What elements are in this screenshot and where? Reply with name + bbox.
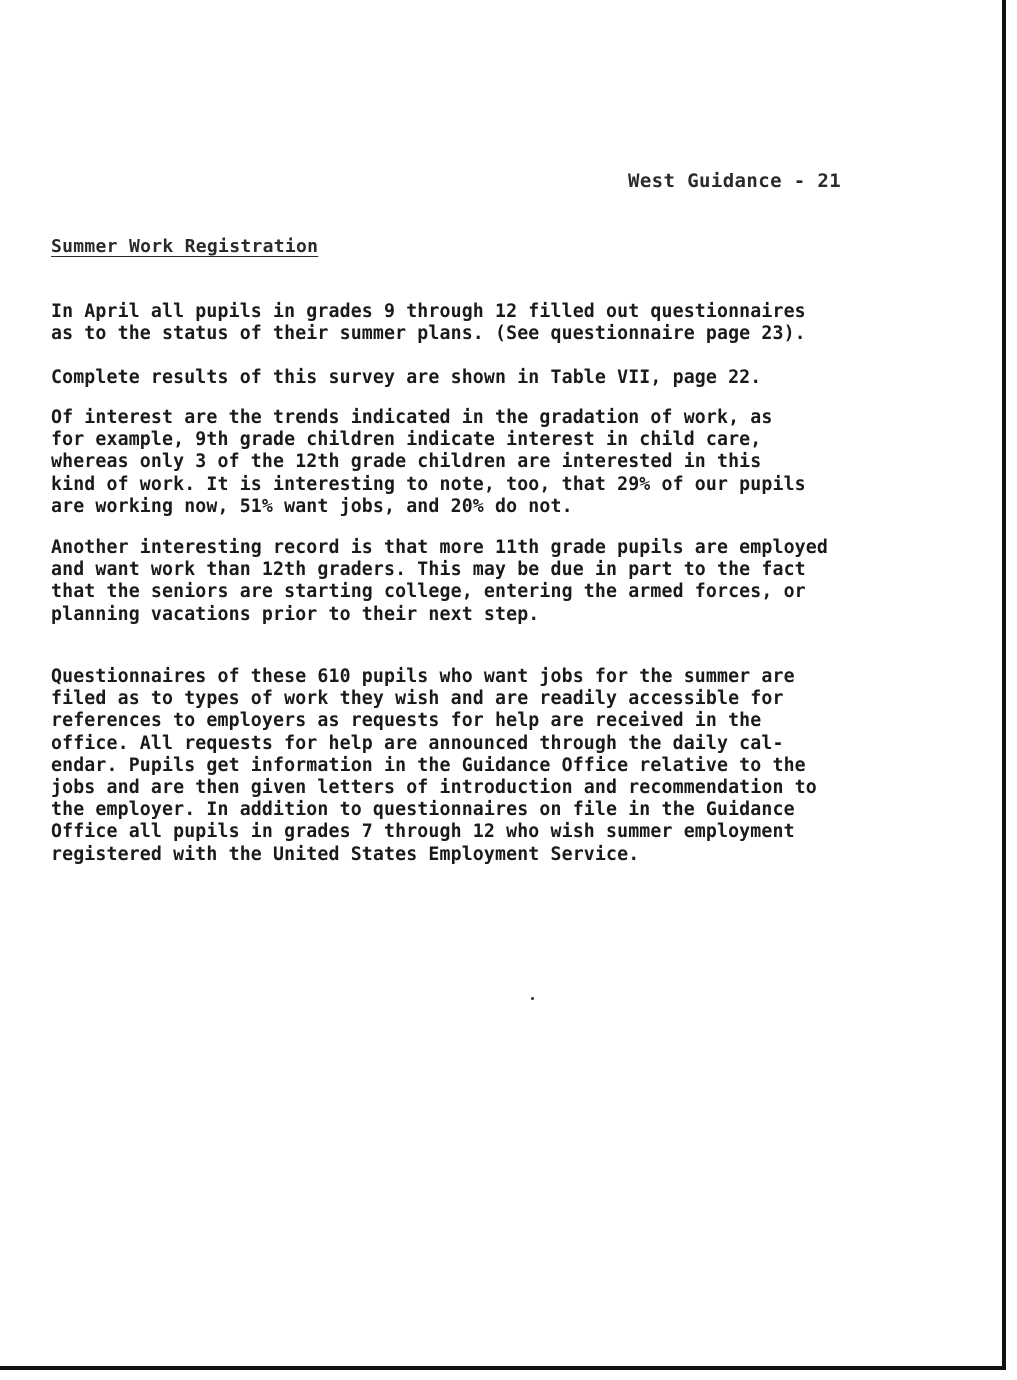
text-line: Questionnaires of these 610 pupils who want jobs for the summer are bbox=[51, 666, 795, 687]
page-header: West Guidance - 21 bbox=[628, 170, 842, 192]
text-line: kind of work. It is interesting to note, too, that 29% of our pupils bbox=[51, 473, 806, 495]
text-line: references to employers as requests for help are received in the bbox=[51, 710, 762, 732]
text-line: filed as to types of work they wish and are readily accessible for bbox=[51, 688, 784, 710]
text-line: whereas only 3 of the 12th grade children are interested in this bbox=[51, 451, 762, 473]
paragraph-survey-results bbox=[51, 367, 761, 389]
text-line: Office all pupils in grades 7 through 12 who wish summer employment bbox=[51, 821, 795, 843]
text-line: as to the status of their summer plans. (See questionnaire page 23). bbox=[51, 323, 806, 345]
paragraph-work-trends bbox=[51, 407, 806, 518]
text-line: that the seniors are starting college, entering the armed forces, or bbox=[51, 581, 806, 603]
text-line: for example, 9th grade children indicate interest in child care, bbox=[51, 429, 762, 451]
text-line: jobs and are then given letters of introduction and recommendation to bbox=[51, 776, 817, 798]
paragraph-grade-comparison bbox=[51, 537, 828, 626]
section-title: Summer Work Registration bbox=[51, 236, 319, 257]
paragraph-job-placement bbox=[51, 666, 817, 866]
text-line: registered with the United States Employment Service. bbox=[51, 843, 640, 865]
text-line: the employer. In addition to questionnaires on file in the Guidance bbox=[51, 799, 795, 821]
text-line: and want work than 12th graders. This may be due in part to the fact bbox=[51, 559, 806, 581]
text-line: Another interesting record is that more 11th grade pupils are employed bbox=[51, 537, 828, 558]
text-line: Complete results of this survey are shown in Table VII, page 22. bbox=[51, 367, 762, 388]
text-line: In April all pupils in grades 9 through 12 filled out questionnaires bbox=[51, 301, 806, 322]
text-line: office. All requests for help are announced through the daily cal- bbox=[51, 732, 784, 754]
text-line: endar. Pupils get information in the Guidance Office relative to the bbox=[51, 754, 806, 776]
text-line: Of interest are the trends indicated in the gradation of work, as bbox=[51, 407, 773, 428]
scan-speck bbox=[531, 997, 534, 1000]
text-line: planning vacations prior to their next step. bbox=[51, 603, 540, 625]
paragraph-questionnaires-intro bbox=[51, 301, 806, 345]
text-line: are working now, 51% want jobs, and 20% do not. bbox=[51, 495, 573, 517]
